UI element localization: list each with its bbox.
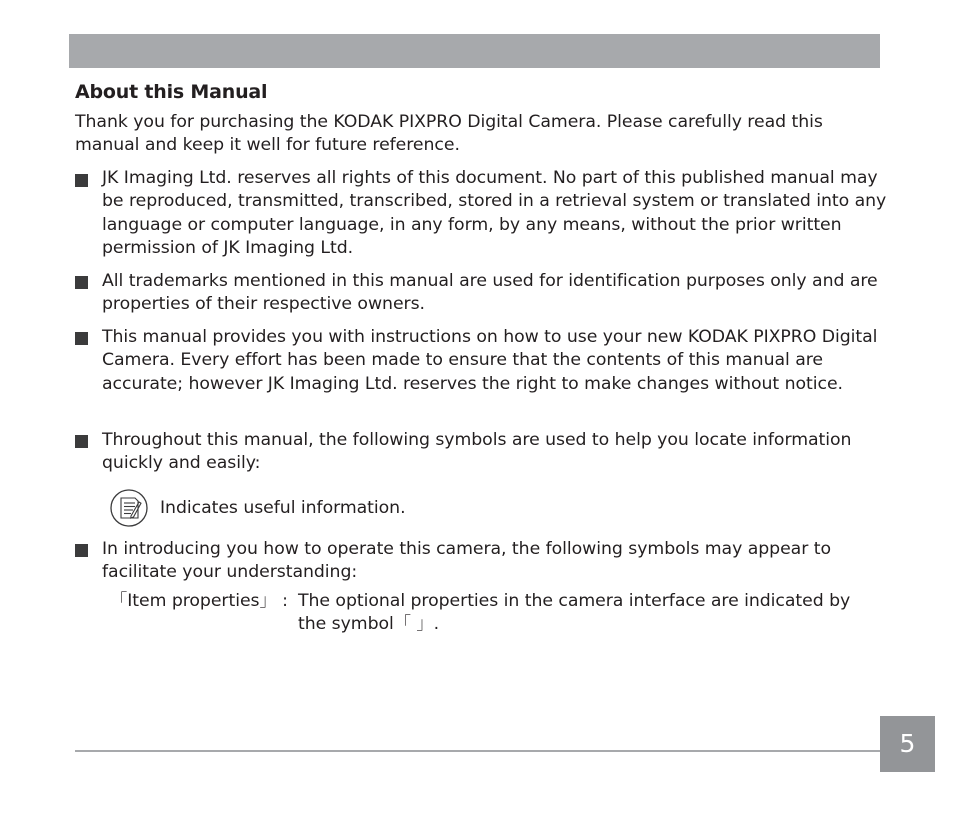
- header-bar: [69, 34, 880, 68]
- list-item-trademarks: All trademarks mentioned in this manual are used for identification purposes only and are properties of their respective owners.: [102, 271, 878, 315]
- bullet-square-icon: [75, 174, 88, 187]
- note-description: Indicates useful information.: [160, 498, 406, 518]
- bullet-square-icon: [75, 332, 88, 345]
- note-icon: [110, 489, 148, 527]
- section-title: About this Manual: [75, 81, 268, 103]
- intro-paragraph: Thank you for purchasing the KODAK PIXPRO Digital Camera. Please carefully read this manual and keep it well for future reference.: [75, 112, 823, 156]
- property-description: The optional properties in the camera interface are indicated by the symbol「 」.: [298, 591, 851, 635]
- footer-divider: [75, 750, 880, 752]
- list-item-operation-symbols: In introducing you how to operate this camera, the following symbols may appear to facilitate your understanding:: [102, 539, 831, 583]
- bullet-square-icon: [75, 276, 88, 289]
- property-term: 「Item properties」 :: [110, 591, 288, 611]
- bullet-square-icon: [75, 544, 88, 557]
- list-item-accuracy: This manual provides you with instructions on how to use your new KODAK PIXPRO Digital Camera. Every effort has been made to ensure that the contents of this manual are accurate; however JK Imaging Ltd. reserves the right to make changes without notice.: [102, 327, 878, 394]
- page-number: 5: [880, 716, 935, 772]
- bullet-square-icon: [75, 435, 88, 448]
- list-item-symbols: Throughout this manual, the following symbols are used to help you locate information quickly and easily:: [102, 430, 852, 474]
- list-item-rights: JK Imaging Ltd. reserves all rights of this document. No part of this published manual may be reproduced, transmitted, transcribed, stored in a retrieval system or translated into any language or computer language, in any form, by any means, without the prior written permission of JK Imaging Ltd.: [102, 168, 887, 258]
